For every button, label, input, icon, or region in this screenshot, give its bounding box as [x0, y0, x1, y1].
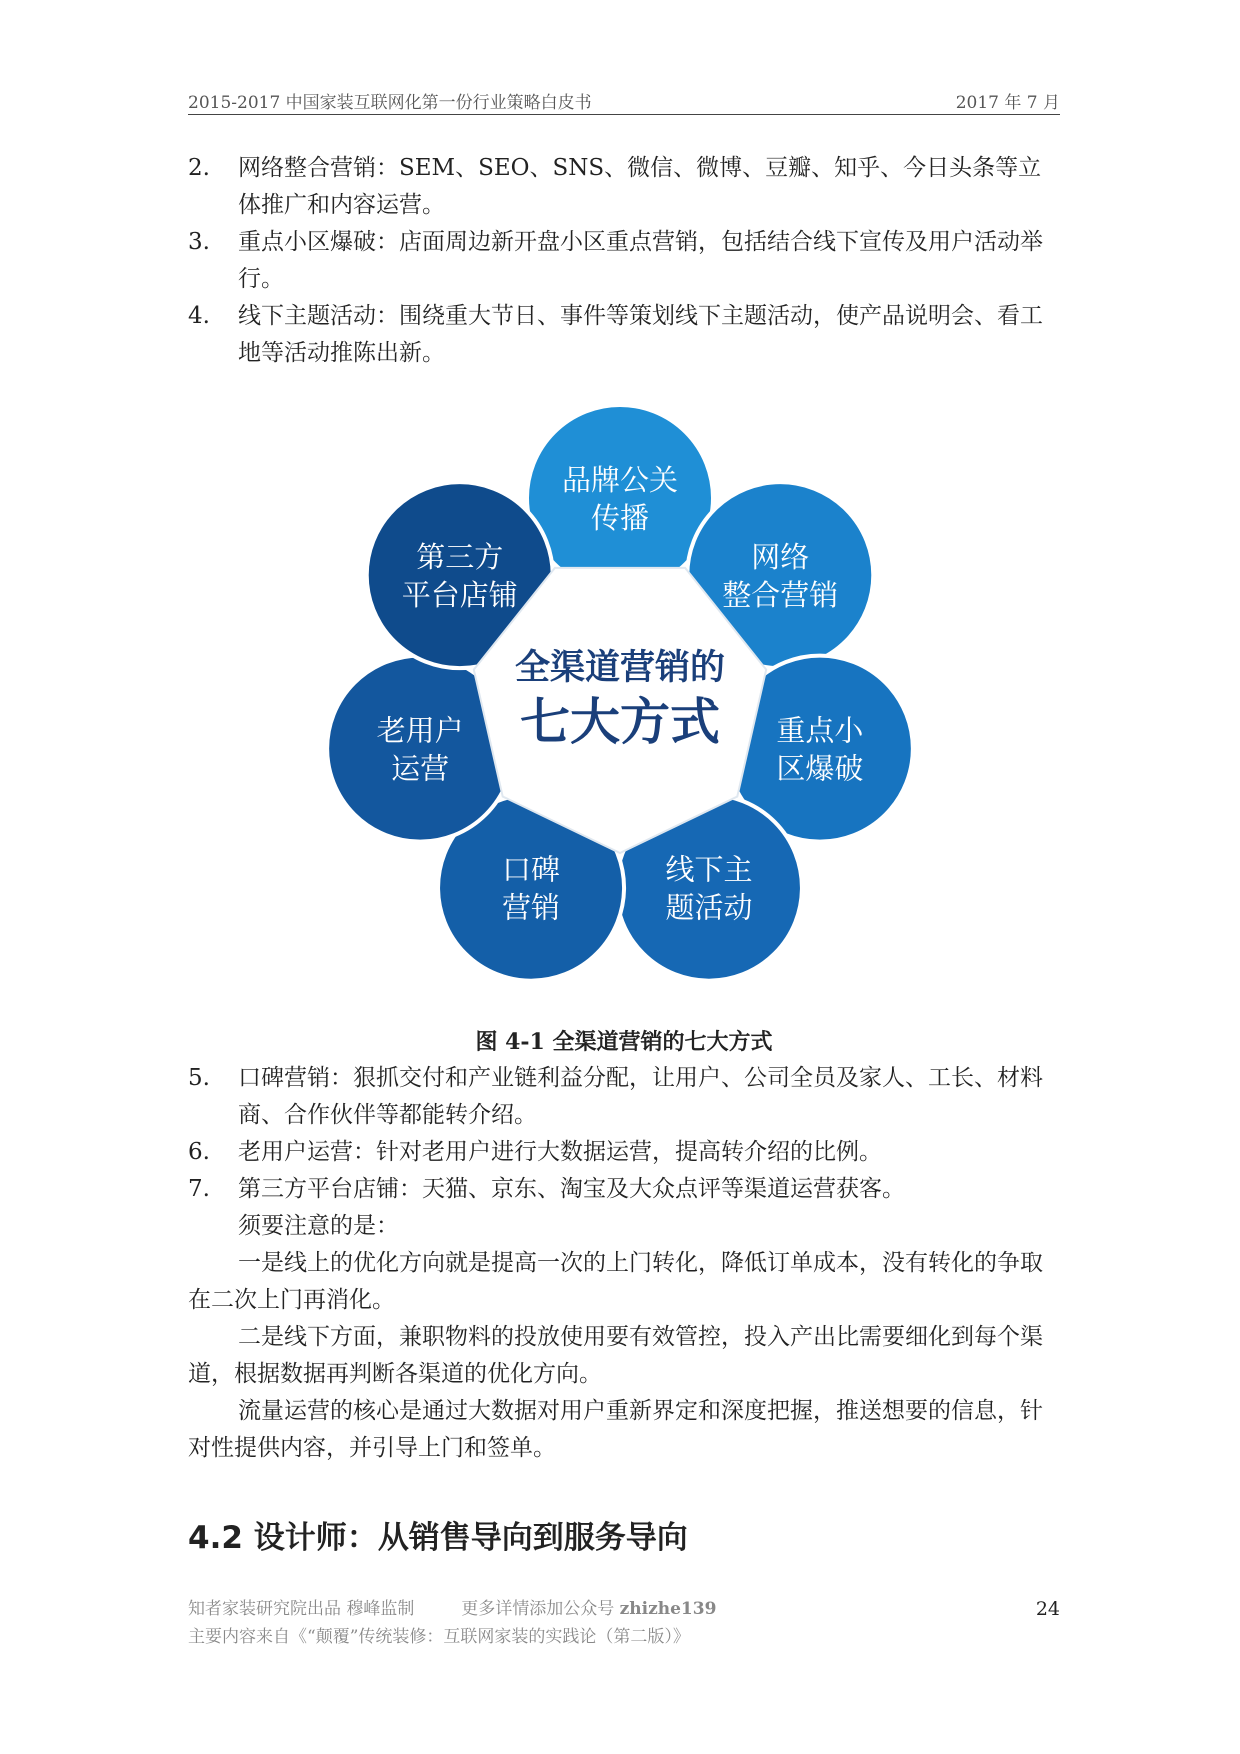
- footer-line1: [188, 1595, 1060, 1623]
- list-number: 7.: [188, 1176, 210, 1202]
- method-label: 第三方: [416, 540, 504, 575]
- list-number: 6.: [188, 1139, 210, 1165]
- footer-publisher: 知者家装研究院出品 穆峰监制: [188, 1599, 415, 1619]
- figure-caption: 图 4-1 全渠道营销的七大方式: [475, 1029, 773, 1055]
- section-heading: 4.2 设计师：从销售导向到服务导向: [188, 1520, 688, 1556]
- footer-wechat-id: zhizhe139: [619, 1599, 717, 1619]
- notes-intro: 须要注意的是：: [238, 1213, 399, 1239]
- list-text: 口碑营销：狠抓交付和产业链利益分配，让用户、公司全员及家人、工长、材料商、合作伙伴等都能转介绍。: [238, 1065, 1043, 1128]
- center-title-line1: 全渠道营销的: [514, 648, 726, 688]
- method-label: 平台店铺: [401, 578, 518, 613]
- page-footer: [188, 1595, 1060, 1651]
- header-title: 2015-2017 中国家装互联网化第一份行业策略白皮书: [188, 93, 592, 113]
- page-number: 24: [1035, 1598, 1060, 1620]
- footer-source: 主要内容来自《“颠覆”传统装修：互联网家装的实践论（第二版）》: [188, 1627, 690, 1647]
- center-title-line2: 七大方式: [520, 693, 720, 751]
- list-number: 2.: [188, 155, 210, 181]
- method-label: 区爆破: [776, 751, 864, 786]
- method-label: 营销: [502, 890, 561, 925]
- method-label: 重点小: [776, 713, 864, 748]
- method-circle-shape: [527, 405, 713, 591]
- list-text: 重点小区爆破：店面周边新开盘小区重点营销，包括结合线下宣传及用户活动举行。: [238, 229, 1043, 292]
- method-label: 老用户: [376, 713, 464, 748]
- method-label: 口碑: [502, 852, 561, 887]
- notes-paragraph: 一是线上的优化方向就是提高一次的上门转化，降低订单成本，没有转化的争取在二次上门再消化。: [188, 1250, 1043, 1313]
- method-label: 整合营销: [722, 578, 839, 613]
- method-label: 品牌公关: [561, 463, 679, 497]
- seven-methods-diagram: [290, 383, 950, 1023]
- list-number: 3.: [188, 229, 210, 255]
- method-label: 传播: [590, 501, 650, 535]
- page-header: [188, 84, 1060, 115]
- list-number: 5.: [188, 1065, 210, 1091]
- method-label: 运营: [391, 751, 450, 786]
- notes-paragraph: 二是线下方面，兼职物料的投放使用要有效管控，投入产出比需要细化到每个渠道，根据数据再判断各渠道的优化方向。: [188, 1324, 1043, 1387]
- notes-paragraph: 流量运营的核心是通过大数据对用户重新界定和深度把握，推送想要的信息，针对性提供内容，并引导上门和签单。: [188, 1398, 1043, 1461]
- list-text: 老用户运营：针对老用户进行大数据运营，提高转介绍的比例。: [238, 1139, 882, 1165]
- method-label: 网络: [751, 540, 810, 575]
- list-text: 第三方平台店铺：天猫、京东、淘宝及大众点评等渠道运营获客。: [238, 1176, 905, 1202]
- list-text: 线下主题活动：围绕重大节日、事件等策划线下主题活动，使产品说明会、看工地等活动推陈出新。: [238, 303, 1043, 366]
- method-circle: [527, 405, 713, 591]
- method-label: 题活动: [665, 890, 753, 925]
- list-number: 4.: [188, 303, 210, 329]
- method-label: 线下主: [665, 852, 753, 887]
- header-date: 2017 年 7 月: [955, 93, 1060, 113]
- footer-follow: 更多详情添加公众号: [461, 1599, 615, 1619]
- list-text: 网络整合营销：SEM、SEO、SNS、微信、微博、豆瓣、知乎、今日头条等立体推广和内容运营。: [238, 155, 1042, 218]
